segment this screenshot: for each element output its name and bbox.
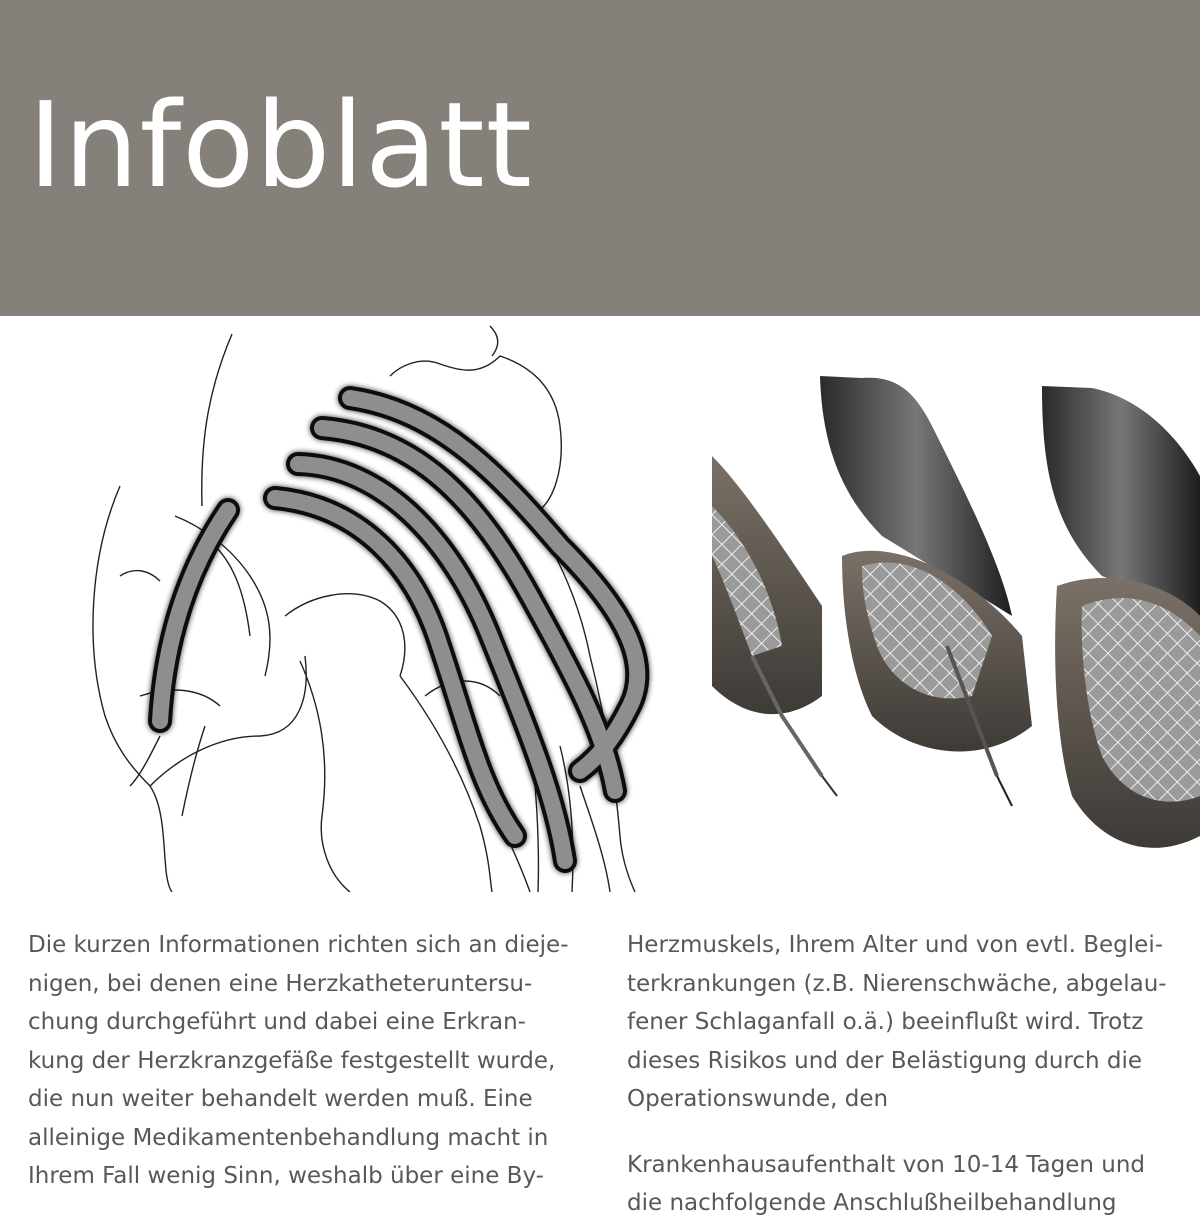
- text-line: terkrankungen (z.B. Nierenschwäche, abgelau-: [627, 970, 1167, 997]
- text-line: chung durchgeführt und dabei eine Erkran-: [28, 1009, 526, 1035]
- text-line: Die kurzen Informationen richten sich an dieje-: [28, 932, 569, 958]
- paragraph: [627, 1146, 1167, 1223]
- text-line: dieses Risikos und der Belästigung durch die: [627, 1047, 1143, 1074]
- text-line: kung der Herzkranzgefäße festgestellt wurde,: [28, 1047, 556, 1074]
- text-column-left: [28, 926, 568, 1196]
- text-line: Krankenhausaufenthalt von 10-14 Tagen und: [627, 1151, 1146, 1178]
- text-line: alleinige Medikamentenbehandlung macht in: [28, 1124, 549, 1151]
- text-line: Operationswunde, den: [627, 1086, 889, 1112]
- title-banner: [0, 0, 1200, 316]
- text-line: nigen, bei denen eine Herzkatheteruntersu-: [28, 970, 533, 997]
- text-line: die nun weiter behandelt werden muß. Eine: [28, 1086, 533, 1112]
- paragraph: [627, 926, 1167, 1119]
- text-line: Ihrem Fall wenig Sinn, weshalb über eine By-: [28, 1163, 544, 1189]
- heart-bypass-illustration: [60, 316, 660, 892]
- text-line: fener Schlaganfall o.ä.) beeinflußt wird. Trotz: [627, 1009, 1144, 1035]
- page-title: Infoblatt: [28, 76, 533, 214]
- stent-vessel-illustration: [712, 316, 1200, 892]
- text-line: Herzmuskels, Ihrem Alter und von evtl. Beglei-: [627, 932, 1164, 958]
- text-line: die nachfolgende Anschlußheilbehandlung: [627, 1190, 1117, 1216]
- paragraph: [28, 926, 568, 1196]
- text-column-right: [627, 926, 1167, 1223]
